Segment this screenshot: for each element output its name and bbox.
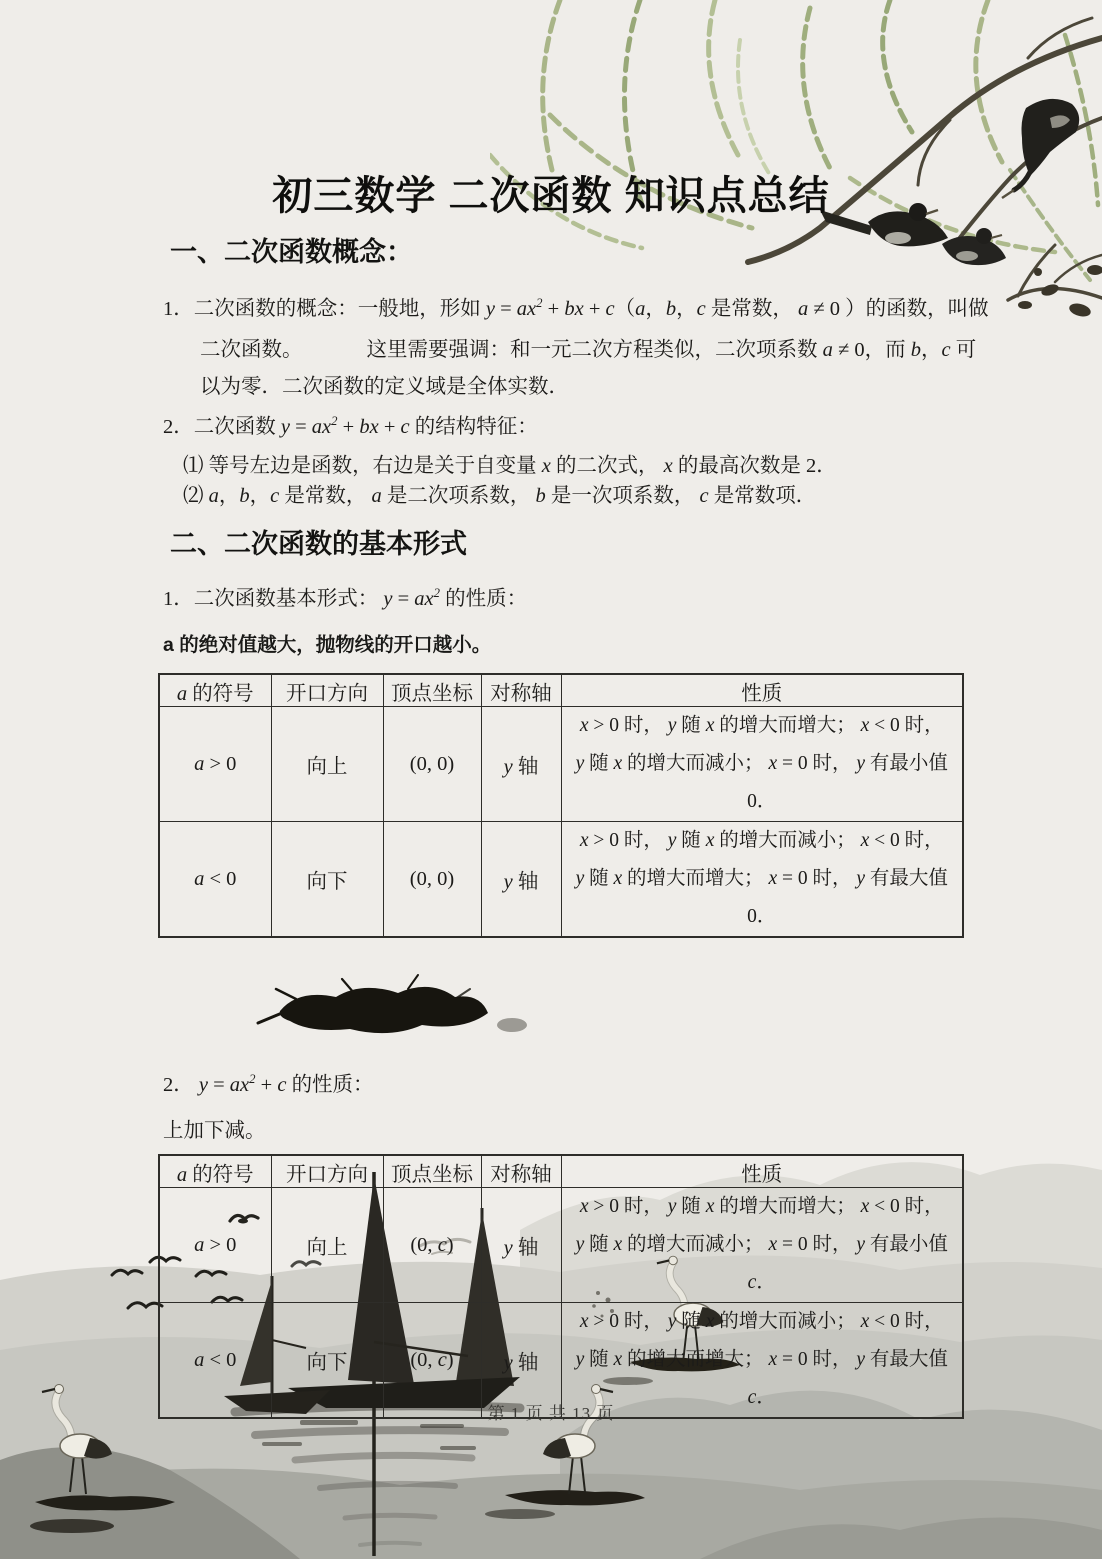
col-header-property: 性质 xyxy=(561,1155,963,1188)
col-header-direction: 开口方向 xyxy=(271,1155,383,1188)
concept-item-1-line-2: 二次函数。 这里需要强调：和一元二次方程类似，二次项系数 a ≠ 0，而 b，c 可 xyxy=(200,339,977,361)
cell-sign: a > 0 xyxy=(159,707,271,822)
properties-table-2 xyxy=(158,1154,964,1419)
cell-property: x > 0 时， y 随 x 的增大而增大； x < 0 时， y 随 x 的增大而减小； x = 0 时， y 有最小值 0． xyxy=(561,707,963,822)
basic-form-item-1: 1．二次函数基本形式： $y = ax^2$ 的性质： xyxy=(163,586,528,610)
cell-vertex: (0, c) xyxy=(383,1303,481,1419)
cell-property: x > 0 时， y 随 x 的增大而减小； x < 0 时， y 随 x 的增大而增大； x = 0 时， y 有最大值 0． xyxy=(561,822,963,938)
cell-property: x > 0 时， y 随 x 的增大而增大； x < 0 时， y 随 x 的增大而减小； x = 0 时， y 有最小值 c． xyxy=(561,1188,963,1303)
table-row xyxy=(159,707,963,822)
col-header-axis: 对称轴 xyxy=(481,1155,561,1188)
page-number-footer: 第 1 页 共 13 页 xyxy=(487,1404,615,1423)
basic-form-note-2: 上加下减。 xyxy=(163,1120,266,1142)
col-header-property: 性质 xyxy=(561,674,963,707)
basic-form-note-1: a 的绝对值越大，抛物线的开口越小。 xyxy=(163,634,492,656)
col-header-sign: a 的符号 xyxy=(159,1155,271,1188)
col-header-direction: 开口方向 xyxy=(271,674,383,707)
concept-item-1-line-3: 以为零．二次函数的定义域是全体实数． xyxy=(200,376,569,398)
page-title: 初三数学 二次函数 知识点总结 xyxy=(272,174,830,218)
col-header-sign: a 的符号 xyxy=(159,674,271,707)
cell-direction: 向下 xyxy=(271,1303,383,1419)
properties-table-1 xyxy=(158,673,964,938)
cell-vertex: (0, 0) xyxy=(383,707,481,822)
cell-axis: y 轴 xyxy=(481,707,561,822)
col-header-vertex: 顶点坐标 xyxy=(383,674,481,707)
cell-axis: y 轴 xyxy=(481,822,561,938)
cell-property: x > 0 时， y 随 x 的增大而减小； x < 0 时， y 随 x 的增大而增大； x = 0 时， y 有最大值 c． xyxy=(561,1303,963,1419)
cell-direction: 向下 xyxy=(271,822,383,938)
cell-direction: 向上 xyxy=(271,1188,383,1303)
cell-vertex: (0, c) xyxy=(383,1188,481,1303)
section-2-heading: 二、二次函数的基本形式 xyxy=(170,529,467,559)
cell-axis: y 轴 xyxy=(481,1188,561,1303)
concept-item-2-sub-1: ⑴ 等号左边是函数，右边是关于自变量 x 的二次式， x 的最高次数是 2． xyxy=(183,455,837,477)
cell-vertex: (0, 0) xyxy=(383,822,481,938)
cell-sign: a > 0 xyxy=(159,1188,271,1303)
table-row xyxy=(159,822,963,938)
section-1-heading: 一、二次函数概念： xyxy=(170,237,413,267)
table-header-row xyxy=(159,1155,963,1188)
cell-sign: a < 0 xyxy=(159,822,271,938)
concept-item-2: 2．二次函数 $y = ax^2$ + bx + c 的结构特征： xyxy=(163,414,538,438)
col-header-axis: 对称轴 xyxy=(481,674,561,707)
table-header-row xyxy=(159,674,963,707)
cell-axis: y 轴 xyxy=(481,1303,561,1419)
cell-sign: a < 0 xyxy=(159,1303,271,1419)
basic-form-item-2: 2． $y = ax^2 + c$ 的性质： xyxy=(163,1072,374,1096)
concept-item-1-line-1: 1．二次函数的概念：一般地，形如 $y = ax^2$ + bx + c（a，b，c 是常数， a ≠ 0 ）的函数，叫做 xyxy=(163,296,989,320)
cell-direction: 向上 xyxy=(271,707,383,822)
table-row xyxy=(159,1188,963,1303)
concept-item-2-sub-2: ⑵ a，b，c 是常数， a 是二次项系数， b 是一次项系数， c 是常数项． xyxy=(183,485,817,507)
col-header-vertex: 顶点坐标 xyxy=(383,1155,481,1188)
